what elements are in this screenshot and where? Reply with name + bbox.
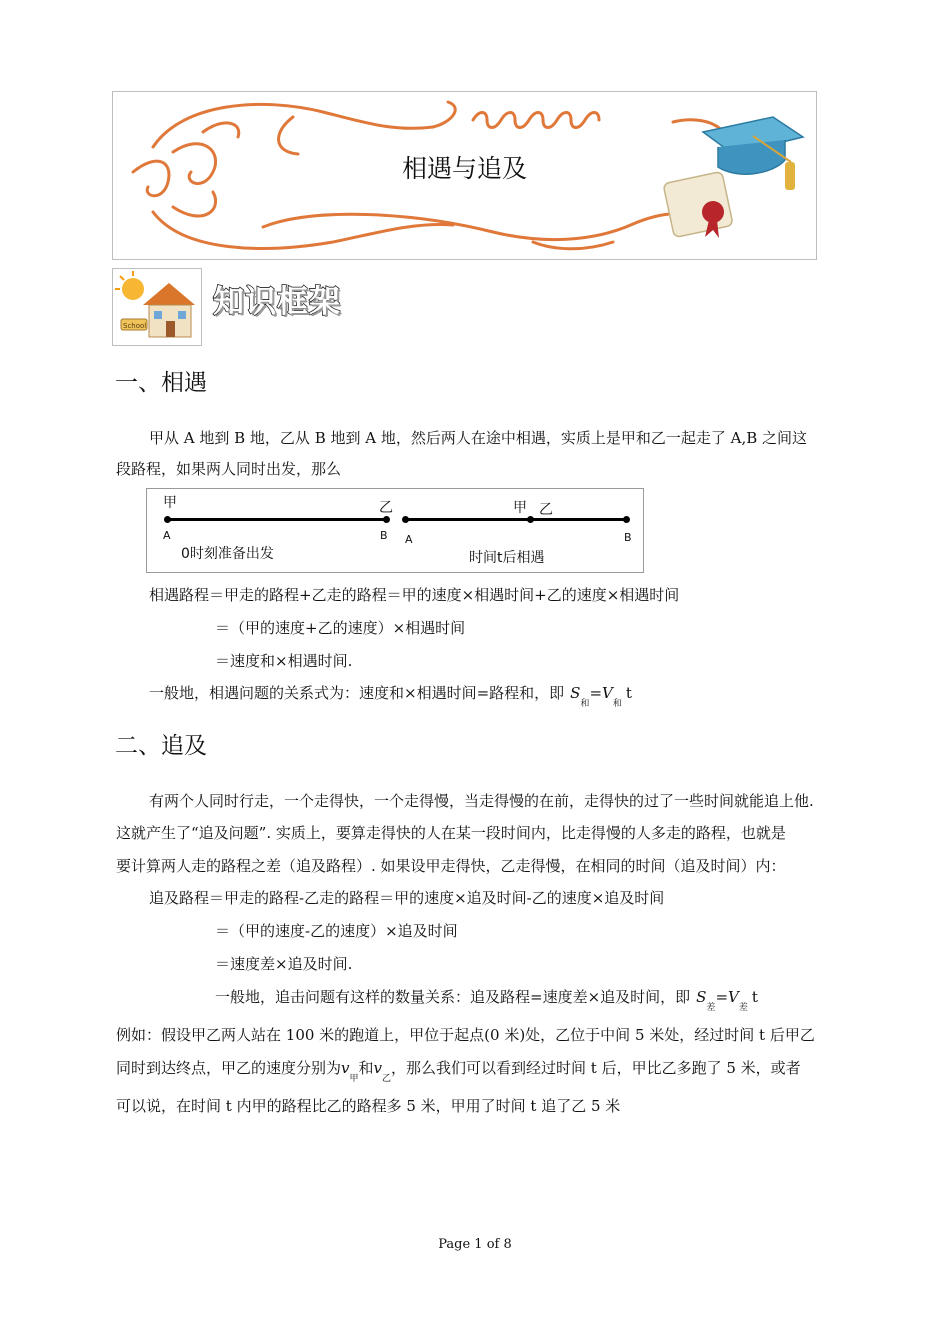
left-route-line [167,518,389,521]
left-a-label: A [163,529,171,542]
meet-equation-1: 相遇路程＝甲走的路程+乙走的路程＝甲的速度×相遇时间+乙的速度×相遇时间 [149,586,680,604]
meet-formula-s-sub: 和 [580,699,590,709]
left-b-label: B [380,529,388,542]
left-point-b [383,516,390,523]
meet-equation-2: ＝（甲的速度+乙的速度）×相遇时间 [215,619,466,637]
meet-formula-v-sub: 和 [612,699,622,709]
meet-formula-line [149,683,632,709]
school-house-icon [112,268,202,346]
example-line-2-end: ，那么我们可以看到经过时间 t 后，甲比乙多跑了 5 米，或者 [391,1059,801,1077]
example-line-3: 可以说，在时间 t 内甲的路程比乙的路程多 5 米，甲用了时间 t 追了乙 5 米 [116,1097,621,1115]
meet-formula-t: t [625,684,632,702]
chase-formula-t: t [751,988,758,1006]
chase-formula-v: V [728,988,739,1006]
meet-intro-line-2: 段路程，如果两人同时出发，那么 [116,460,342,478]
chase-formula-line [215,987,758,1013]
right-route-line [405,518,627,521]
left-point-a [164,516,171,523]
right-caption: 时间t后相遇 [469,550,545,566]
title-banner [112,91,817,260]
meet-diagram [146,488,644,573]
right-yi-label: 乙 [539,502,553,518]
chase-formula-v-sub: 差 [738,1003,748,1013]
chase-paragraph-line-3: 要计算两人走的路程之差（追及路程）. 如果设甲走得快，乙走得慢，在相同的时间（追及时间）内： [116,857,786,875]
chase-formula-s-sub: 差 [706,1003,716,1013]
section-heading-chase: 二、追及 [115,733,207,759]
chase-formula-s: S [696,988,707,1006]
section-heading-meet: 一、相遇 [115,370,207,396]
left-caption: 0时刻准备出发 [181,546,274,562]
svg-text:School: School [123,322,147,330]
left-yi-label: 乙 [379,500,393,516]
meet-formula-v: V [602,684,613,702]
meet-intro-line-1: 甲从 A 地到 B 地，乙从 B 地到 A 地，然后两人在途中相遇，实质上是甲和乙一起走了 A,B 之间这 [149,429,808,447]
chase-paragraph-line-1: 有两个人同时行走，一个走得快，一个走得慢，当走得慢的在前，走得快的过了一些时间就能追上他. [149,792,814,810]
meet-equation-3: ＝速度和×相遇时间. [215,652,353,670]
chase-equation-1: 追及路程＝甲走的路程-乙走的路程＝甲的速度×追及时间-乙的速度×追及时间 [149,889,665,907]
right-b-label: B [624,531,632,544]
meeting-point [527,516,534,523]
meet-formula-eq: = [589,684,603,702]
right-point-b [623,516,630,523]
chase-equation-2: ＝（甲的速度-乙的速度）×追及时间 [215,922,458,940]
left-jia-label: 甲 [163,495,177,511]
speed-v2: v [373,1059,383,1077]
speed-v1-sub: 甲 [349,1074,359,1084]
chase-equation-3: ＝速度差×追及时间. [215,955,353,973]
speed-v1: v [341,1059,350,1077]
meet-formula-s: S [570,684,581,702]
banner-title: 相遇与追及 [401,154,527,183]
speed-and: 和 [358,1059,374,1077]
example-line-2 [116,1058,801,1084]
right-jia-label: 甲 [513,500,527,516]
section-header-title: 知识框架 [213,284,341,320]
chase-formula-text: 一般地，追击问题有这样的数量关系：追及路程=速度差×追及时间，即 [215,988,691,1006]
right-a-label: A [405,533,413,546]
chase-formula-eq: = [715,988,729,1006]
example-line-2-start: 同时到达终点，甲乙的速度分别为 [116,1059,342,1077]
right-point-a [402,516,409,523]
meet-formula-text: 一般地，相遇问题的关系式为：速度和×相遇时间=路程和，即 [149,684,565,702]
speed-v2-sub: 乙 [382,1074,392,1084]
example-line-1: 例如：假设甲乙两人站在 100 米的跑道上，甲位于起点(0 米)处，乙位于中间 5 米处，经过时间 t 后甲乙 [116,1026,815,1044]
page-footer: Page 1 of 8 [438,1237,512,1252]
chase-paragraph-line-2: 这就产生了“追及问题”. 实质上，要算走得快的人在某一段时间内，比走得慢的人多走的路程，也就是 [116,824,786,842]
